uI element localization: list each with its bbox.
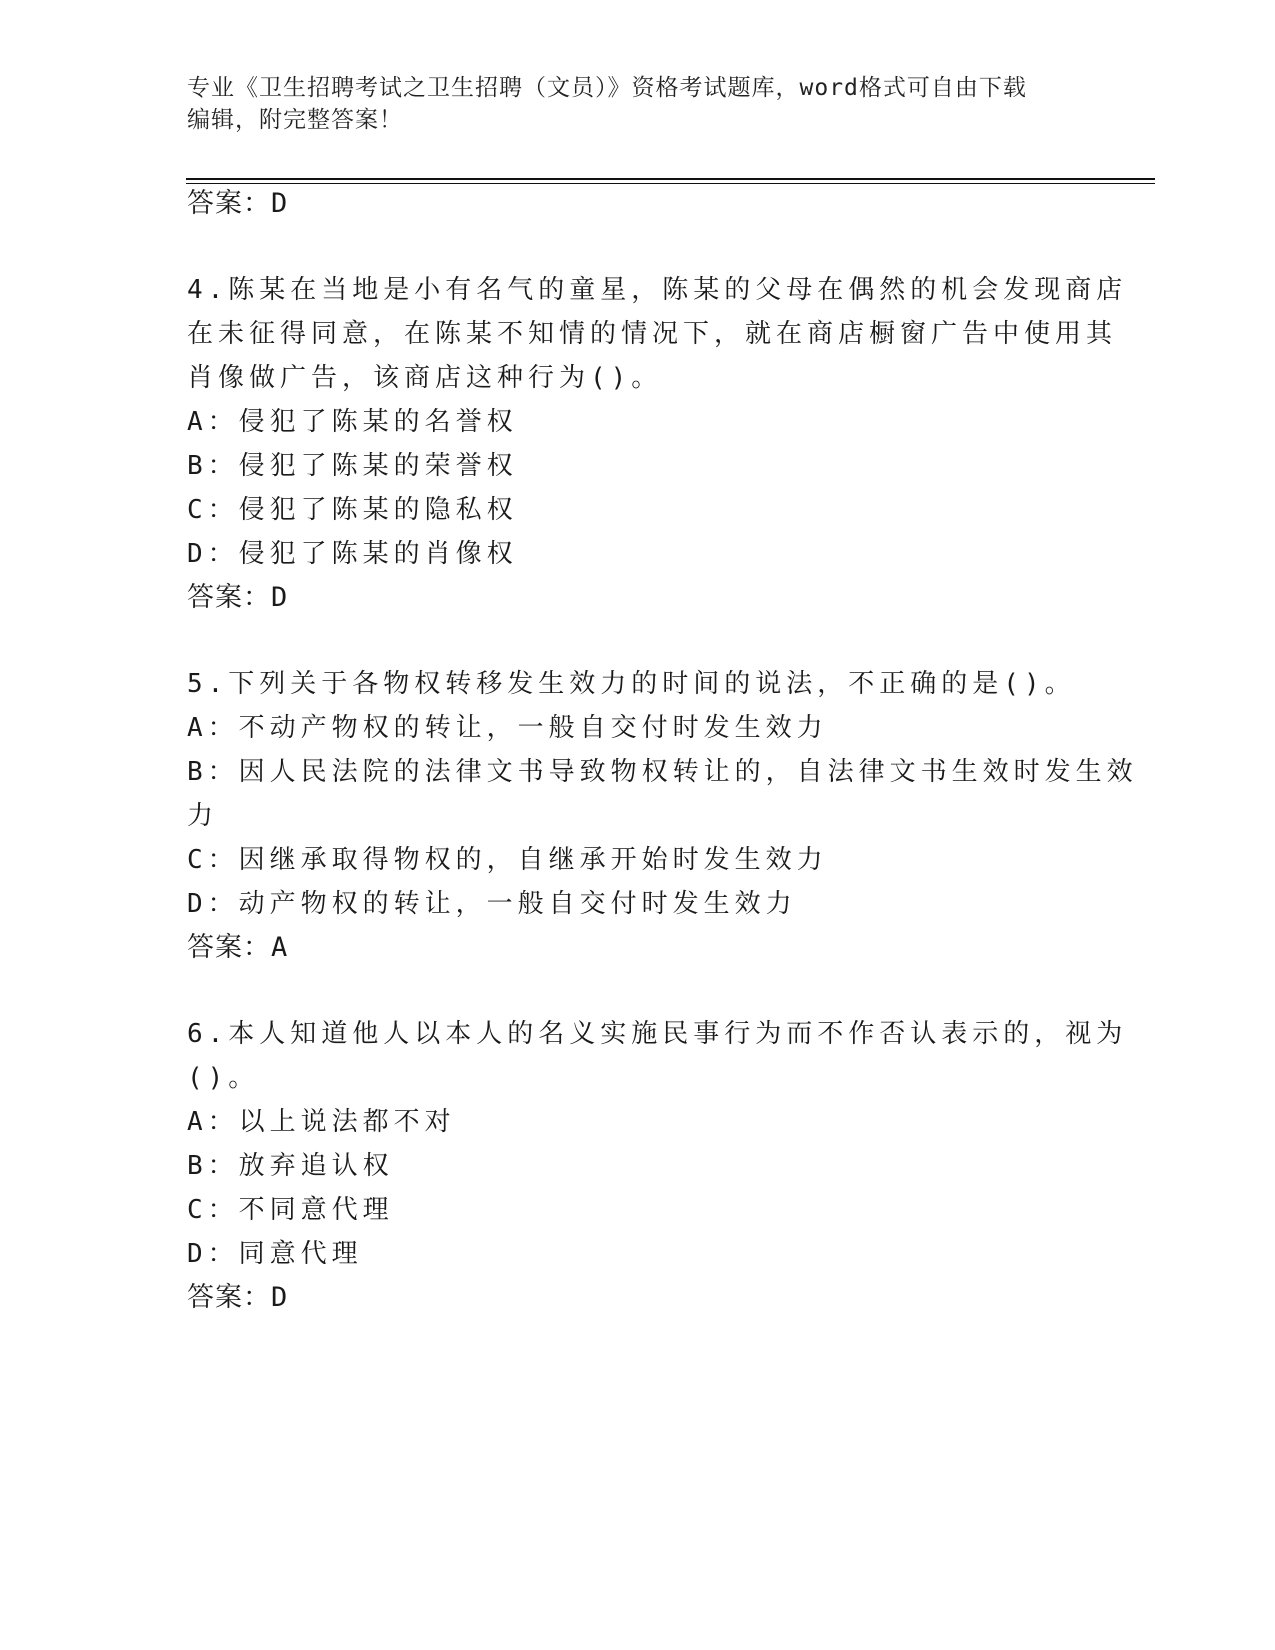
answer-value: A [271, 932, 289, 963]
q4-option-c: C：侵犯了陈某的隐私权 [187, 495, 518, 525]
q4-option-a: A：侵犯了陈某的名誉权 [187, 407, 518, 437]
q6-stem-line-1: 6.本人知道他人以本人的名义实施民事行为而不作否认表示的，视为 [187, 1019, 1128, 1049]
q5-stem-line-1: 5.下列关于各物权转移发生效力的时间的说法，不正确的是()。 [187, 669, 1076, 699]
q5-answer [187, 932, 288, 964]
q6-option-d: D：同意代理 [187, 1239, 363, 1269]
answer-value: D [271, 188, 289, 219]
q5-option-d: D：动产物权的转让，一般自交付时发生效力 [187, 889, 797, 919]
header-rule-thick [186, 178, 1155, 180]
q6-answer [187, 1282, 288, 1314]
q6-option-a: A：以上说法都不对 [187, 1107, 456, 1137]
q5-option-b-line-1: B：因人民法院的法律文书导致物权转让的，自法律文书生效时发生效 [187, 757, 1138, 787]
header-line-2: 编辑，附完整答案！ [187, 107, 403, 133]
header-line-1: 专业《卫生招聘考试之卫生招聘（文员）》资格考试题库，word格式可自由下载 [187, 75, 1027, 101]
q6-option-c: C：不同意代理 [187, 1195, 394, 1225]
q4-option-b: B：侵犯了陈某的荣誉权 [187, 451, 518, 481]
header-rule-thin [186, 183, 1155, 184]
q4-answer [187, 582, 288, 614]
q4-stem-line-3: 肖像做广告，该商店这种行为()。 [187, 363, 663, 393]
answer-value: D [271, 582, 289, 613]
q5-option-a: A：不动产物权的转让，一般自交付时发生效力 [187, 713, 828, 743]
q4-option-d: D：侵犯了陈某的肖像权 [187, 539, 518, 569]
answer-label: 答案： [187, 188, 271, 219]
document-header [187, 72, 1087, 136]
q4-stem-line-1: 4.陈某在当地是小有名气的童星，陈某的父母在偶然的机会发现商店 [187, 275, 1128, 305]
q5-option-b-line-2: 力 [187, 801, 219, 831]
answer-label: 答案： [187, 582, 271, 613]
q5-option-c: C：因继承取得物权的，自继承开始时发生效力 [187, 845, 828, 875]
prev-answer [187, 188, 288, 220]
answer-label: 答案： [187, 932, 271, 963]
q6-option-b: B：放弃追认权 [187, 1151, 394, 1181]
answer-value: D [271, 1282, 289, 1313]
answer-label: 答案： [187, 1282, 271, 1313]
q6-stem-line-2: ()。 [187, 1063, 260, 1093]
q4-stem-line-2: 在未征得同意，在陈某不知情的情况下，就在商店橱窗广告中使用其 [187, 319, 1118, 349]
